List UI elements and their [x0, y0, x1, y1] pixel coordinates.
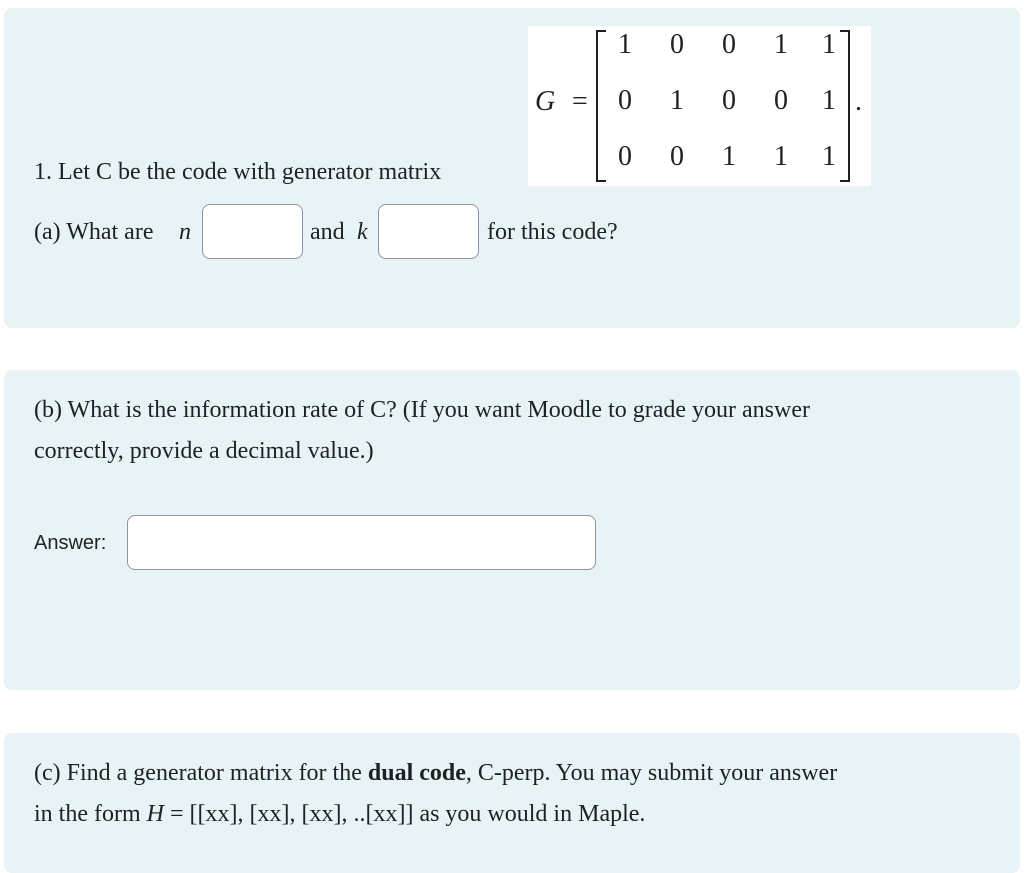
- matrix-cell: 0: [618, 85, 632, 116]
- matrix-cell: 0: [670, 29, 684, 60]
- matrix-cell: 0: [774, 85, 788, 116]
- part-c-text: in the form: [34, 801, 147, 827]
- matrix-right-bracket: [840, 30, 850, 182]
- answer-input[interactable]: [127, 515, 596, 570]
- var-h: H: [146, 801, 164, 827]
- part-b-line-1: (b) What is the information rate of C? (If you want Moodle to grade your answer: [34, 397, 810, 423]
- part-b-line-2: correctly, provide a decimal value.): [34, 438, 374, 464]
- part-a-prefix: (a) What are: [34, 219, 154, 245]
- part-c-line-1: [34, 759, 837, 787]
- matrix-cell: 1: [822, 85, 836, 116]
- k-input[interactable]: [378, 204, 479, 259]
- matrix-cell: 1: [822, 141, 836, 172]
- matrix-period: .: [855, 86, 862, 117]
- part-c-text: (c) Find a generator matrix for the: [34, 760, 368, 786]
- part-c-text: = [[xx], [xx], [xx], ..[xx]] as you would in Maple.: [163, 801, 646, 827]
- matrix-cell: 1: [722, 141, 736, 172]
- matrix-cell: 1: [774, 29, 788, 60]
- part-c-line-2: [34, 800, 645, 828]
- matrix-cell: 1: [670, 85, 684, 116]
- n-input[interactable]: [202, 204, 303, 259]
- dual-code-term: dual code: [367, 760, 466, 786]
- matrix-left-bracket: [596, 30, 606, 182]
- matrix-symbol: G: [535, 86, 556, 117]
- matrix-cell: 0: [722, 85, 736, 116]
- part-c-text: , C-perp. You may submit your answer: [465, 760, 838, 786]
- matrix-cell: 1: [822, 29, 836, 60]
- matrix-equals: =: [572, 86, 588, 117]
- matrix-cell: 0: [670, 141, 684, 172]
- var-k: k: [357, 219, 368, 245]
- question-intro: 1. Let C be the code with generator matrix: [34, 159, 442, 185]
- part-a-and: and: [310, 219, 345, 245]
- matrix-cell: 1: [774, 141, 788, 172]
- answer-label: Answer:: [34, 532, 107, 554]
- var-n: n: [179, 219, 191, 245]
- matrix-cell: 0: [618, 141, 632, 172]
- part-a-suffix: for this code?: [487, 219, 618, 245]
- matrix-cell: 1: [618, 29, 632, 60]
- matrix-cell: 0: [722, 29, 736, 60]
